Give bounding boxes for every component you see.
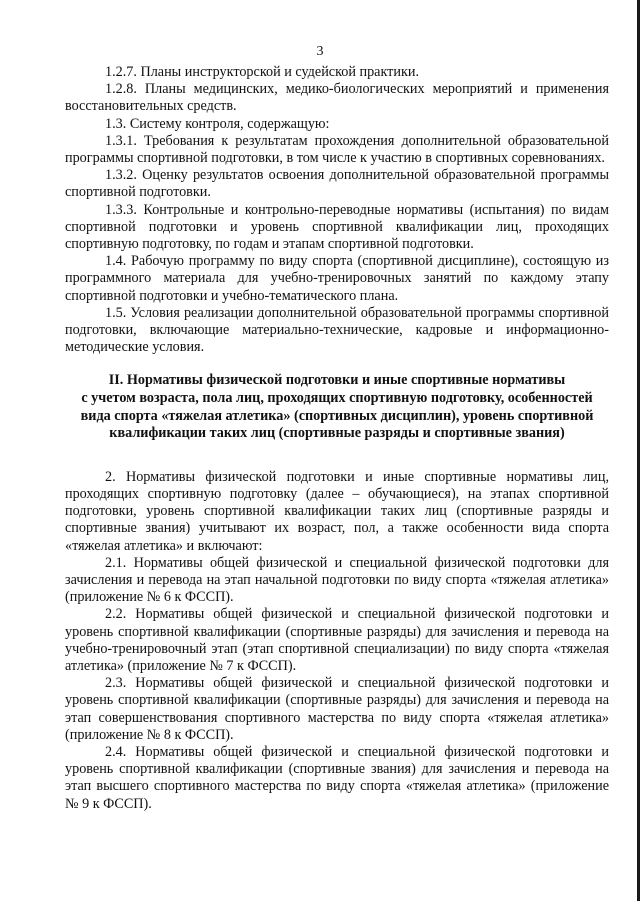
document-body [65, 64, 609, 813]
spacer [65, 457, 609, 469]
section-title-line: квалификации таких лиц (спортивные разряды и спортивные звания) [109, 425, 565, 442]
paragraph-1-3-3: 1.3.3. Контрольные и контрольно-переводные нормативы (испытания) по видам спортивной подготовки и уровень спортивной квалификации лиц, проходящих спортивную подготовку, по годам и этапам спортивной подготовки. [65, 201, 609, 253]
paragraph-2-2: 2.2. Нормативы общей физической и специальной физической подготовки и уровень спортивной квалификации (спортивные разряды) для зачисления и перевода на учебно-тренировочный этап (этап спортивной специализации) по виду спорта «тяжелая атлетика» (приложение № 7 к ФССП). [65, 606, 609, 675]
paragraph-1-3-2: 1.3.2. Оценку результатов освоения дополнительной образовательной программы спортивной подготовки. [65, 167, 609, 201]
section-title-line: II. Нормативы физической подготовки и иные спортивные нормативы [108, 372, 566, 389]
paragraph-2-4: 2.4. Нормативы общей физической и специальной физической подготовки и уровень спортивной квалификации (спортивные звания) для зачисления и перевода на этап высшего спортивного мастерства по виду спорта «тяжелая атлетика» (приложение № 9 к ФССП). [65, 744, 609, 812]
section-title-line: вида спорта «тяжелая атлетика» (спортивных дисциплин), уровень спортивной [80, 407, 594, 424]
paragraph-1-5: 1.5. Условия реализации дополнительной образовательной программы спортивной подготовки, включающие материально-технические, кадровые и информационно-методические условия. [65, 304, 609, 356]
paragraph-1-2-8: 1.2.8. Планы медицинских, медико-биологических мероприятий и применения восстановительных средств. [65, 81, 609, 115]
section-title-line: с учетом возраста, пола лиц, проходящих спортивную подготовку, особенностей [81, 390, 593, 407]
paragraph-2: 2. Нормативы физической подготовки и иные спортивные нормативы лиц, проходящих спортивную подготовку (далее – обучающиеся), на этапах спортивной подготовки, уровень спортивной квалификации таких лиц (спортивные разряды и спортивные звания) учитывают их возраст, пол, а также особенности вида спорта «тяжелая атлетика» и включают: [65, 468, 609, 554]
section-title [65, 372, 609, 442]
paragraph-1-3-1: 1.3.1. Требования к результатам прохождения дополнительной образовательной программы спортивной подготовки, в том числе к участию в спортивных соревнованиях. [65, 132, 609, 167]
page-number: 3 [316, 44, 324, 59]
paragraph-2-1: 2.1. Нормативы общей физической и специальной физической подготовки для зачисления и перевода на этап начальной подготовки по виду спорта «тяжелая атлетика» (приложение № 6 к ФССП). [65, 554, 609, 606]
paragraph-2-3: 2.3. Нормативы общей физической и специальной физической подготовки и уровень спортивной квалификации (спортивные разряды) для зачисления и перевода на этап совершенствования спортивного мастерства по виду спорта «тяжелая атлетика» (приложение № 8 к ФССП). [65, 675, 609, 743]
paragraph-1-2-7: 1.2.7. Планы инструкторской и судейской практики. [105, 64, 419, 80]
paragraph-1-4: 1.4. Рабочую программу по виду спорта (спортивной дисциплине), состоящую из программного материала для учебно-тренировочных занятий по каждому этапу спортивной подготовки и учебно-тематического плана. [65, 253, 609, 304]
paragraph-1-3: 1.3. Систему контроля, содержащую: [105, 115, 330, 132]
